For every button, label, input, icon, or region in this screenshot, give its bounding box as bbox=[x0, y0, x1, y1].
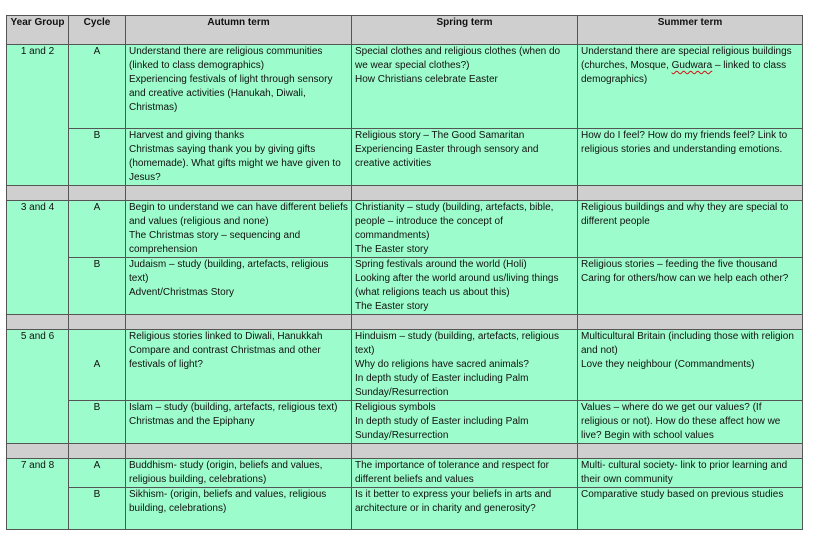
spring-cell bbox=[352, 45, 578, 129]
spring-cell bbox=[352, 330, 578, 401]
separator-cell bbox=[126, 444, 352, 459]
header-row bbox=[7, 16, 803, 45]
autumn-line: Christmas saying thank you by giving gifts (homemade). What gifts might we have given to Jesus? bbox=[129, 144, 341, 183]
curriculum-table bbox=[6, 15, 803, 530]
spring-line: Looking after the world around us/living things (what religions teach us about this) bbox=[355, 273, 559, 298]
autumn-cell bbox=[126, 459, 352, 488]
summer-cell bbox=[578, 45, 803, 129]
autumn-line: Religious stories linked to Diwali, Hanukkah bbox=[129, 331, 323, 342]
cycle-cell: A bbox=[69, 459, 126, 488]
summer-line: Multicultural Britain (including those with religion and not) bbox=[581, 331, 794, 356]
separator-cell bbox=[352, 186, 578, 201]
table-row bbox=[7, 488, 803, 530]
summer-cell bbox=[578, 488, 803, 530]
year-group-cell: 3 and 4 bbox=[7, 201, 69, 315]
autumn-cell bbox=[126, 201, 352, 258]
table-row bbox=[7, 45, 803, 129]
cycle-cell: B bbox=[69, 258, 126, 315]
separator-cell bbox=[578, 315, 803, 330]
cycle-cell: B bbox=[69, 488, 126, 530]
table-row bbox=[7, 401, 803, 444]
autumn-line: Harvest and giving thanks bbox=[129, 130, 245, 141]
header-year-group: Year Group bbox=[7, 16, 69, 45]
separator-row bbox=[7, 315, 803, 330]
spring-line: Religious story – The Good Samaritan bbox=[355, 130, 525, 141]
spring-cell bbox=[352, 459, 578, 488]
spring-cell bbox=[352, 488, 578, 530]
autumn-cell bbox=[126, 45, 352, 129]
summer-line: Religious stories – feeding the five thousand bbox=[581, 259, 778, 270]
autumn-cell bbox=[126, 330, 352, 401]
summer-line: Comparative study based on previous studies bbox=[581, 489, 784, 500]
autumn-line: Advent/Christmas Story bbox=[129, 287, 235, 298]
summer-cell bbox=[578, 330, 803, 401]
year-group-cell: 7 and 8 bbox=[7, 459, 69, 530]
autumn-line: Experiencing festivals of light through sensory and creative activities (Hanukah, Diwali, Christmas) bbox=[129, 74, 333, 113]
cycle-cell: A bbox=[69, 45, 126, 129]
autumn-cell bbox=[126, 129, 352, 186]
table-row bbox=[7, 258, 803, 315]
header-cycle: Cycle bbox=[69, 16, 126, 45]
spring-line: Religious symbols bbox=[355, 402, 436, 413]
spring-cell bbox=[352, 201, 578, 258]
spring-line: Special clothes and religious clothes (when do we wear special clothes?) bbox=[355, 46, 561, 71]
separator-cell bbox=[126, 315, 352, 330]
spring-line: The importance of tolerance and respect for different beliefs and values bbox=[355, 460, 549, 485]
spring-line: How Christians celebrate Easter bbox=[355, 74, 498, 85]
spring-line: In depth study of Easter including Palm Sunday/Resurrection bbox=[355, 416, 529, 441]
cycle-cell bbox=[69, 330, 126, 401]
cycle-label: A bbox=[93, 359, 101, 370]
cycle-cell: B bbox=[69, 401, 126, 444]
autumn-cell bbox=[126, 258, 352, 315]
separator-cell bbox=[69, 186, 126, 201]
autumn-line: Islam – study (building, artefacts, religious text) bbox=[129, 402, 338, 413]
autumn-line: Sikhism- (origin, beliefs and values, religious building, celebrations) bbox=[129, 489, 327, 514]
spring-line: The Easter story bbox=[355, 301, 429, 312]
spring-line: Christianity – study (building, artefacts, bible, people – introduce the concept of commandments) bbox=[355, 202, 554, 241]
spring-line: Why do religions have sacred animals? bbox=[355, 359, 529, 370]
separator-cell bbox=[69, 444, 126, 459]
misspelt-word: Gudwara bbox=[671, 60, 713, 71]
header-autumn: Autumn term bbox=[126, 16, 352, 45]
spring-line: Hinduism – study (building, artefacts, religious text) bbox=[355, 331, 559, 356]
autumn-line: Buddhism- study (origin, beliefs and values, religious building, celebrations) bbox=[129, 460, 323, 485]
separator-cell bbox=[578, 186, 803, 201]
separator-row bbox=[7, 186, 803, 201]
summer-text: – linked to class demographics) bbox=[581, 60, 787, 85]
year-group-cell: 5 and 6 bbox=[7, 330, 69, 444]
summer-cell bbox=[578, 201, 803, 258]
autumn-cell bbox=[126, 401, 352, 444]
header-summer: Summer term bbox=[578, 16, 803, 45]
separator-cell bbox=[7, 186, 69, 201]
separator-cell bbox=[578, 444, 803, 459]
summer-line: Values – where do we get our values? (If religious or not). How do these affect how we live? Begin with school values bbox=[581, 402, 781, 441]
table-row bbox=[7, 129, 803, 186]
summer-line: Caring for others/how can we help each other? bbox=[581, 273, 789, 284]
autumn-line: Christmas and the Epiphany bbox=[129, 416, 255, 427]
cycle-cell: A bbox=[69, 201, 126, 258]
spring-line: The Easter story bbox=[355, 244, 429, 255]
separator-row bbox=[7, 444, 803, 459]
summer-line: Multi- cultural society- link to prior learning and their own community bbox=[581, 460, 788, 485]
summer-cell bbox=[578, 401, 803, 444]
spring-line: Experiencing Easter through sensory and creative activities bbox=[355, 144, 539, 169]
separator-cell bbox=[7, 444, 69, 459]
autumn-line: Begin to understand we can have different beliefs and values (religious and none) bbox=[129, 202, 348, 227]
summer-line: Religious buildings and why they are special to different people bbox=[581, 202, 789, 227]
table-row bbox=[7, 330, 803, 401]
summer-cell bbox=[578, 459, 803, 488]
spring-cell bbox=[352, 129, 578, 186]
table-row bbox=[7, 459, 803, 488]
separator-cell bbox=[7, 315, 69, 330]
cycle-cell: B bbox=[69, 129, 126, 186]
spring-line: Is it better to express your beliefs in arts and architecture or in charity and generosity? bbox=[355, 489, 552, 514]
separator-cell bbox=[69, 315, 126, 330]
table-row bbox=[7, 201, 803, 258]
autumn-line: Understand there are religious communities (linked to class demographics) bbox=[129, 46, 323, 71]
header-spring: Spring term bbox=[352, 16, 578, 45]
spring-line: In depth study of Easter including Palm Sunday/Resurrection bbox=[355, 373, 529, 398]
autumn-line: The Christmas story – sequencing and comprehension bbox=[129, 230, 301, 255]
summer-cell bbox=[578, 258, 803, 315]
separator-cell bbox=[352, 444, 578, 459]
autumn-line: Compare and contrast Christmas and other festivals of light? bbox=[129, 345, 321, 370]
summer-line: Love they neighbour (Commandments) bbox=[581, 359, 755, 370]
spring-line: Spring festivals around the world (Holi) bbox=[355, 259, 527, 270]
separator-cell bbox=[352, 315, 578, 330]
summer-text: Understand there are special religious buildings (churches, Mosque, bbox=[581, 46, 792, 71]
year-group-cell: 1 and 2 bbox=[7, 45, 69, 186]
autumn-line: Judaism – study (building, artefacts, religious text) bbox=[129, 259, 329, 284]
summer-cell bbox=[578, 129, 803, 186]
separator-cell bbox=[126, 186, 352, 201]
summer-line: How do I feel? How do my friends feel? Link to religious stories and understanding emotions. bbox=[581, 130, 788, 155]
spring-cell bbox=[352, 258, 578, 315]
spring-cell bbox=[352, 401, 578, 444]
autumn-cell bbox=[126, 488, 352, 530]
